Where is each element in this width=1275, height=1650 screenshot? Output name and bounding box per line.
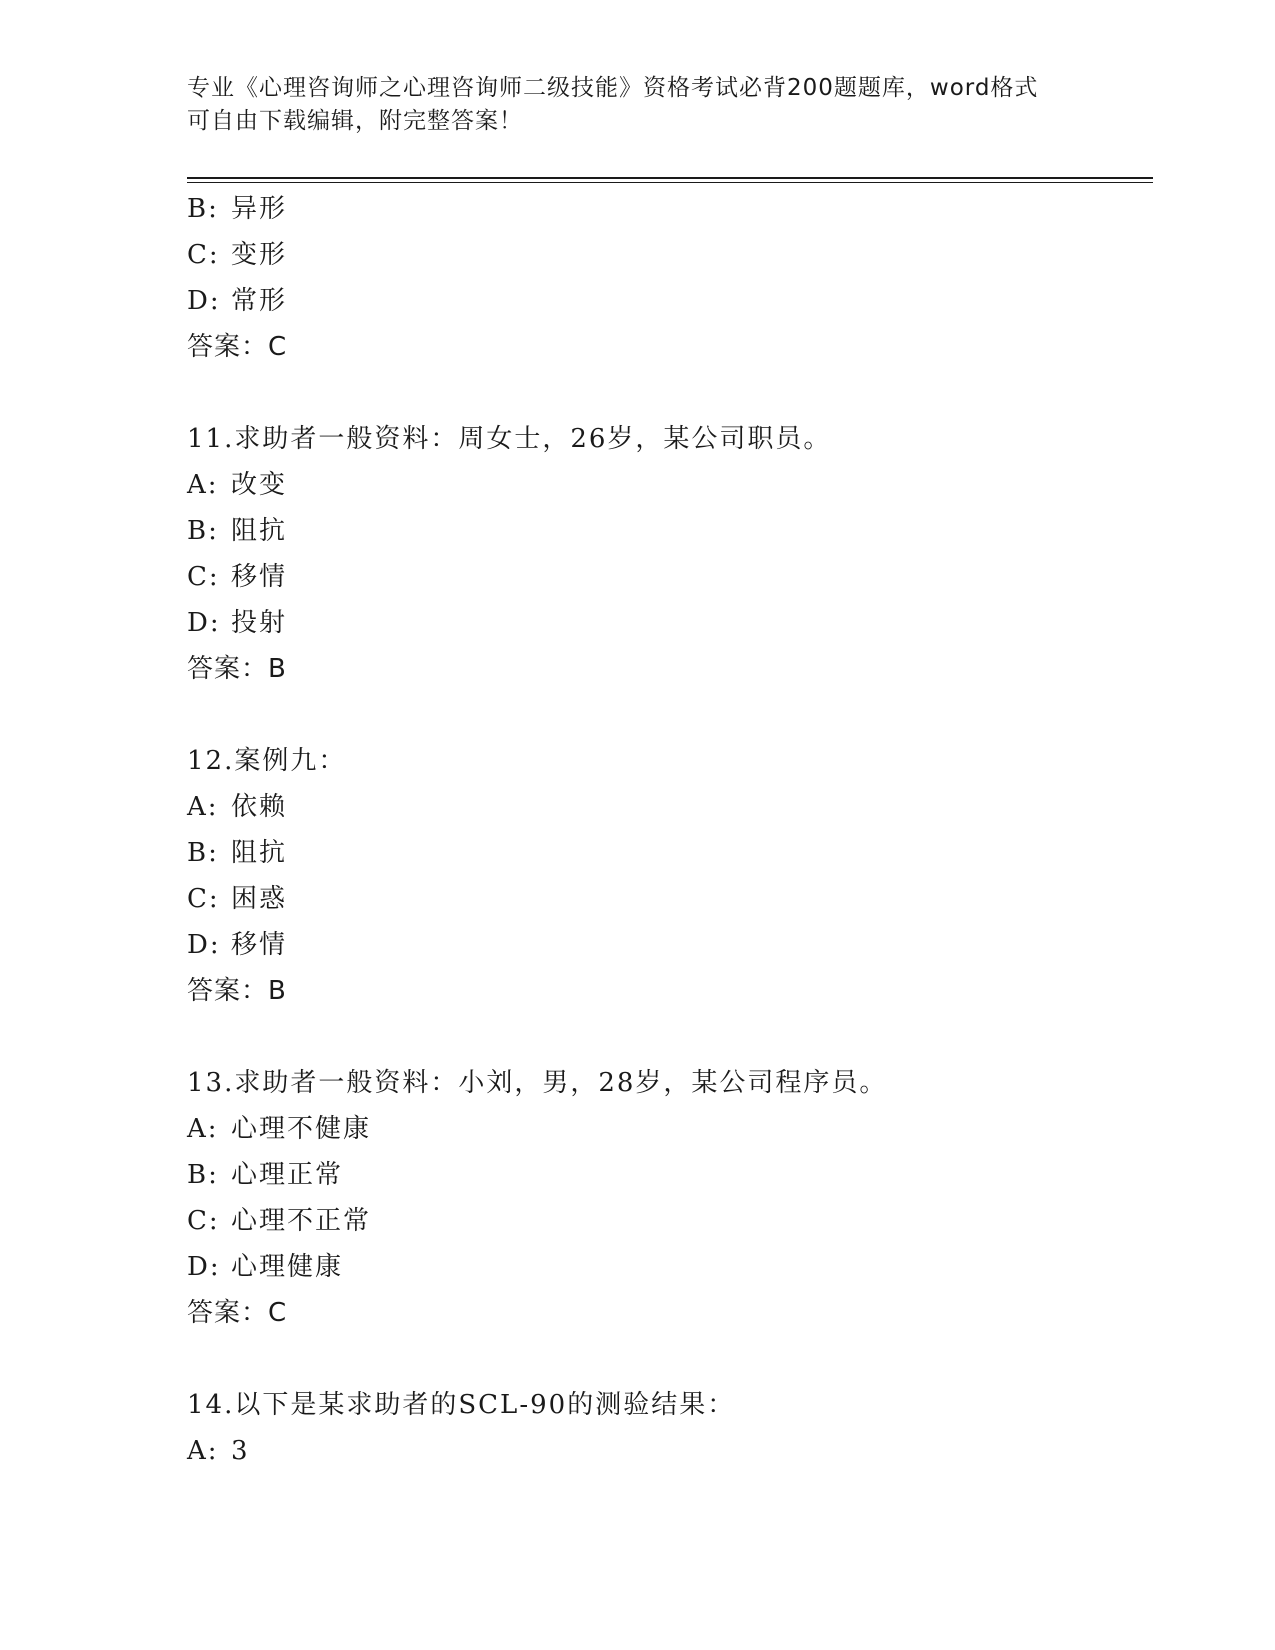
option-label: A: — [187, 470, 219, 500]
option-c — [187, 232, 1153, 278]
spacer — [187, 692, 1153, 738]
option-text: 阻抗 — [231, 838, 288, 868]
option-label: D: — [187, 1252, 221, 1282]
option-label: C: — [187, 884, 220, 914]
question-title: 12.案例九： — [187, 746, 347, 776]
answer: 答案：C — [187, 332, 288, 362]
option-label: D: — [187, 286, 221, 316]
question-title: 13.求助者一般资料：小刘，男，28岁，某公司程序员。 — [187, 1068, 888, 1098]
question-title: 14.以下是某求助者的SCL-90的测验结果： — [187, 1390, 736, 1420]
option-d — [187, 600, 1153, 646]
question-11 — [187, 416, 1153, 692]
option-text: 心理健康 — [231, 1252, 344, 1282]
question-list — [187, 186, 1153, 1474]
option-text: 心理不健康 — [231, 1114, 372, 1144]
option-c — [187, 1198, 1153, 1244]
option-label: B: — [187, 838, 219, 868]
option-label: C: — [187, 240, 220, 270]
question-13 — [187, 1060, 1153, 1336]
question-title: 11.求助者一般资料：周女士，26岁，某公司职员。 — [187, 424, 832, 454]
option-text: 常形 — [231, 286, 288, 316]
option-label: D: — [187, 930, 221, 960]
option-c — [187, 554, 1153, 600]
spacer — [187, 370, 1153, 416]
option-text: 3 — [231, 1436, 250, 1466]
option-label: A: — [187, 1114, 219, 1144]
option-b — [187, 1152, 1153, 1198]
option-text: 移情 — [231, 930, 288, 960]
option-a — [187, 462, 1153, 508]
header-divider-thick — [187, 177, 1153, 179]
option-a — [187, 1106, 1153, 1152]
answer: 答案：B — [187, 654, 287, 684]
option-text: 困惑 — [231, 884, 288, 914]
option-c — [187, 876, 1153, 922]
option-d — [187, 278, 1153, 324]
option-text: 异形 — [231, 194, 288, 224]
option-b — [187, 830, 1153, 876]
option-text: 心理正常 — [231, 1160, 344, 1190]
option-text: 移情 — [231, 562, 288, 592]
spacer — [187, 1014, 1153, 1060]
option-label: D: — [187, 608, 221, 638]
option-label: B: — [187, 516, 219, 546]
option-b — [187, 186, 1153, 232]
option-text: 心理不正常 — [231, 1206, 372, 1236]
option-text: 阻抗 — [231, 516, 288, 546]
option-text: 改变 — [231, 470, 288, 500]
answer: 答案：C — [187, 1298, 288, 1328]
option-label: C: — [187, 562, 220, 592]
answer: 答案：B — [187, 976, 287, 1006]
option-text: 投射 — [231, 608, 288, 638]
question-10 — [187, 186, 1153, 370]
option-text: 依赖 — [231, 792, 288, 822]
header-divider-thin — [187, 182, 1153, 183]
option-label: B: — [187, 194, 219, 224]
question-12 — [187, 738, 1153, 1014]
option-b — [187, 508, 1153, 554]
option-label: C: — [187, 1206, 220, 1236]
option-label: A: — [187, 792, 219, 822]
header-line-2: 可自由下载编辑，附完整答案！ — [187, 108, 523, 134]
spacer — [187, 1336, 1153, 1382]
option-label: A: — [187, 1436, 219, 1466]
option-a — [187, 1428, 1153, 1474]
option-label: B: — [187, 1160, 219, 1190]
option-d — [187, 922, 1153, 968]
document-header — [187, 72, 1087, 138]
option-text: 变形 — [231, 240, 288, 270]
option-d — [187, 1244, 1153, 1290]
option-a — [187, 784, 1153, 830]
question-14 — [187, 1382, 1153, 1474]
header-line-1: 专业《心理咨询师之心理咨询师二级技能》资格考试必背200题题库，word格式 — [187, 75, 1039, 101]
